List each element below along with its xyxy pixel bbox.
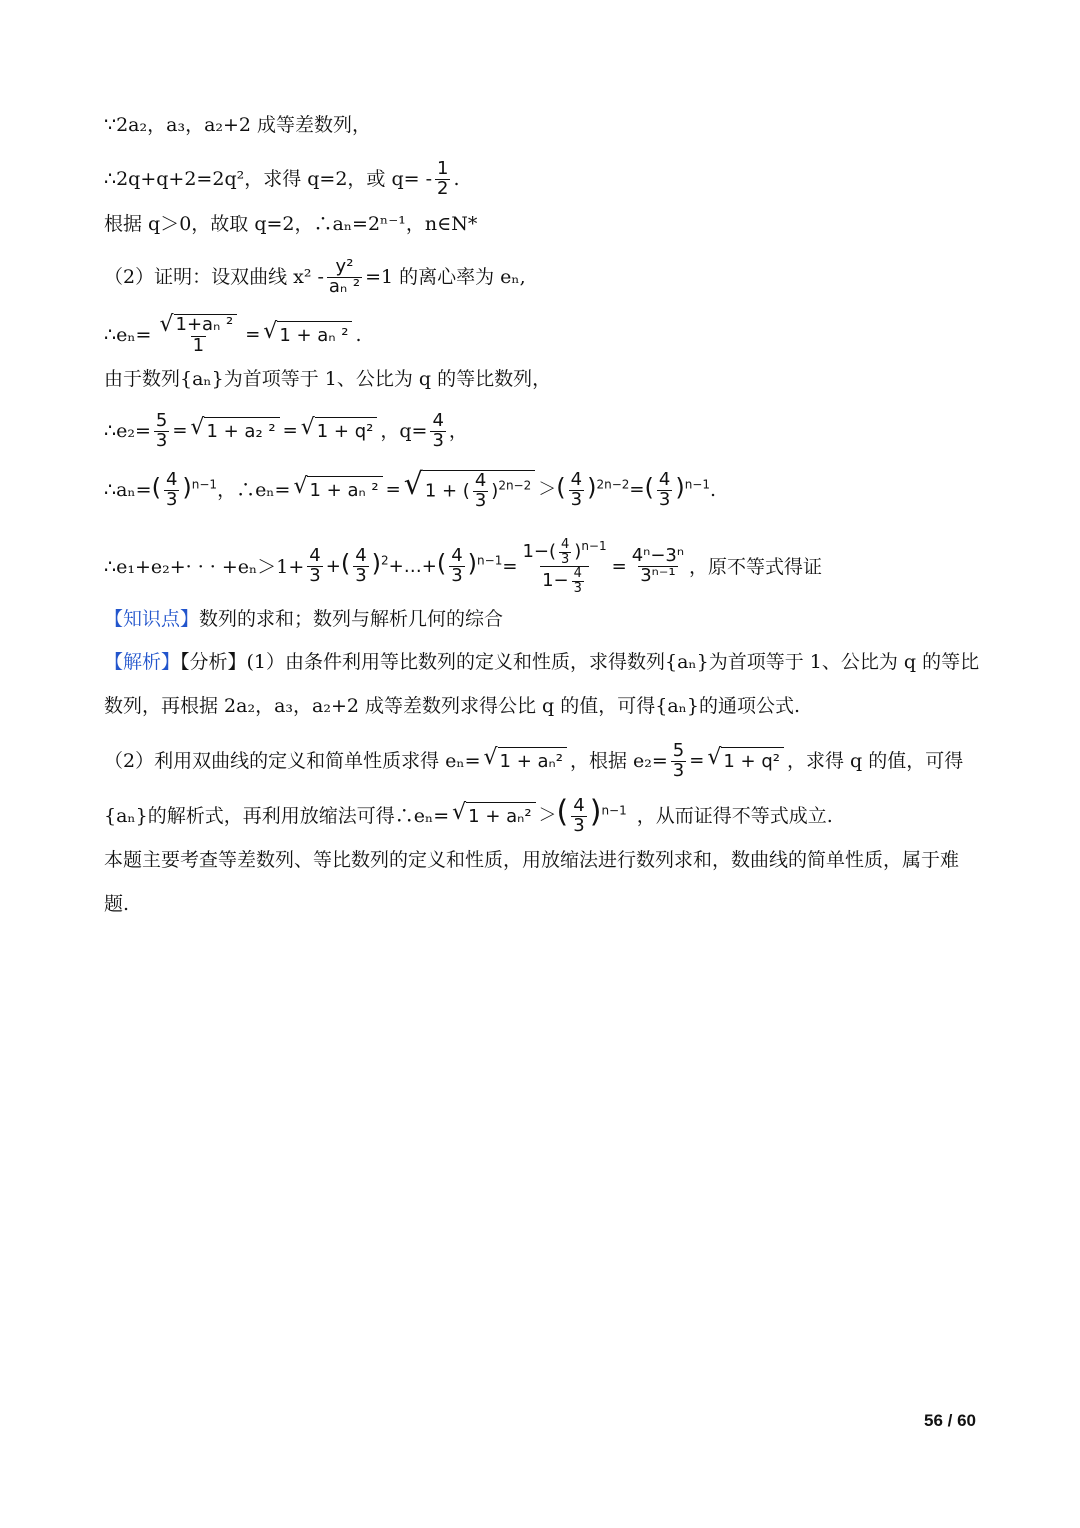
summary-paragraph xyxy=(104,838,984,926)
analysis-paragraph xyxy=(104,640,984,728)
numerator: 4 xyxy=(309,545,321,567)
text: ，根据 e₂= xyxy=(569,750,668,773)
text: +…+ xyxy=(388,555,437,577)
page-number: 56 / 60 xyxy=(924,1411,976,1430)
text: ∵2a₂，a₃，a₂+2 成等差数列， xyxy=(104,114,372,136)
denominator: 3 xyxy=(658,488,671,510)
text: ∴e₂= xyxy=(104,420,151,443)
knowledge-tag: 【知识点】 xyxy=(104,608,200,630)
text: = xyxy=(629,479,645,501)
text: . xyxy=(709,479,717,502)
line-geometric-seq xyxy=(104,366,984,392)
numerator: 4 xyxy=(658,469,671,490)
text: = xyxy=(689,750,705,772)
exponent: n−1 xyxy=(601,803,627,818)
radicand: 1 + aₙ ² xyxy=(277,321,352,349)
numerator: y² xyxy=(335,256,354,277)
fraction xyxy=(435,160,450,199)
sqrt: √ 1 + q² xyxy=(301,417,378,445)
line-hyperbola xyxy=(104,258,984,297)
text: ，求得 q 的值，可得 xyxy=(786,750,964,773)
denominator: 3 xyxy=(561,551,570,567)
text: . xyxy=(453,168,460,191)
sqrt: √ 1 + aₙ ² xyxy=(263,321,352,349)
power-term: ( $\frac{4}{3}$ )$^{n-1}$ xyxy=(436,545,503,587)
text: {aₙ}的解析式，再利用放缩法可得∴eₙ= xyxy=(104,805,450,828)
numerator: 4 xyxy=(432,410,444,431)
fraction xyxy=(154,412,169,451)
exponent: n−1 xyxy=(581,539,607,554)
line-sum-inequality xyxy=(104,538,984,596)
denominator: 3 xyxy=(570,488,583,510)
text: （2）利用双曲线的定义和简单性质求得 eₙ= xyxy=(104,750,481,773)
text: 1−( xyxy=(522,541,556,563)
analysis-tag: 【解析】 xyxy=(104,651,181,673)
numerator: 4ⁿ−3ⁿ xyxy=(631,545,685,567)
numerator: 4 xyxy=(355,545,367,567)
sqrt: √ 1 + aₙ² xyxy=(484,747,567,775)
exponent: n−1 xyxy=(191,477,218,492)
analysis-part2 xyxy=(104,742,984,781)
denominator: 3ⁿ⁻¹ xyxy=(640,565,676,587)
numerator: 1−( $\frac{4}{3}$ )$^{n-1}$ xyxy=(522,537,607,567)
sqrt: √ 1 + aₙ² xyxy=(452,802,535,830)
knowledge-text: 数列的求和；数列与解析几何的综合 xyxy=(199,608,504,630)
fraction xyxy=(307,547,322,586)
exponent: n−1 xyxy=(684,477,710,492)
denominator: 3 xyxy=(451,565,463,587)
text: = xyxy=(385,479,401,501)
numerator: 1 xyxy=(437,158,449,179)
denominator: 1 xyxy=(192,335,205,356)
denominator xyxy=(540,566,589,595)
text: ，原不等式得证 xyxy=(689,555,823,578)
denominator: 3 xyxy=(672,759,685,781)
fraction xyxy=(327,258,362,297)
text: = xyxy=(245,323,261,345)
power-term: ( $\frac{4}{3}$ )$^{2n-2}$ xyxy=(556,469,630,510)
big-fraction xyxy=(520,538,608,596)
denominator: 3 xyxy=(474,489,487,511)
analysis-part3 xyxy=(104,794,984,836)
radicand: 1 + ( $\frac{4}{3}$ )$^{2n-2}$ xyxy=(423,470,535,511)
radicand: 1 + a₂ ² xyxy=(204,417,279,445)
radicand: 1 + aₙ² xyxy=(466,802,535,830)
analysis-text: 【分析】(1）由条件利用等比数列的定义和性质，求得数列{aₙ}为首项等于 1、公比为 q 的等比数列，再根据 2a₂，a₃，a₂+2 成等差数列求得公比 q 的值，可得{aₙ}的通项公式. xyxy=(104,651,980,717)
line-eccentricity xyxy=(104,314,984,356)
line-solve-q xyxy=(104,160,984,199)
denominator: 3 xyxy=(573,580,582,596)
denominator: 3 xyxy=(355,565,367,587)
text: = xyxy=(611,555,627,577)
line-take-q xyxy=(104,211,984,237)
summary-text: 本题主要考查等差数列、等比数列的定义和性质，用放缩法进行数列求和，数曲线的简单性质，属于难题. xyxy=(104,849,960,915)
denominator: 3 xyxy=(155,429,168,451)
radicand: 1 + aₙ ² xyxy=(307,476,382,504)
power-term: ( $\frac{4}{3}$ )$^{n-1}$ xyxy=(644,469,710,510)
numerator: 4 xyxy=(474,470,487,491)
numerator: 4 xyxy=(561,537,570,552)
radicand: 1 + aₙ² xyxy=(498,747,567,775)
denominator: 2 xyxy=(437,177,449,199)
numerator: 4 xyxy=(451,545,463,567)
text: 由于数列{aₙ}为首项等于 1、公比为 q 的等比数列， xyxy=(104,368,552,390)
sqrt: √ 1 + aₙ ² xyxy=(293,476,382,504)
numerator: 4 xyxy=(573,566,582,582)
fraction xyxy=(430,412,445,451)
text: ＞ xyxy=(538,805,557,827)
sqrt: √ 1 + q² xyxy=(707,747,784,775)
text: ∴2q+q+2=2q²，求得 q=2，或 q= - xyxy=(104,168,433,191)
exponent: 2 xyxy=(381,553,389,568)
denominator: 3 xyxy=(432,429,444,451)
text: ∴aₙ= xyxy=(104,479,152,502)
text: ＞ xyxy=(538,479,557,501)
radicand: 1 + q² xyxy=(315,417,378,445)
numerator: 4 xyxy=(573,795,585,816)
text: = xyxy=(502,555,518,577)
text: . xyxy=(355,323,362,346)
sqrt: √ 1 + a₂ ² xyxy=(190,417,279,445)
denominator: 3 xyxy=(573,814,585,836)
fraction xyxy=(671,742,686,781)
numerator: 4 xyxy=(165,469,178,490)
exponent: 2n−2 xyxy=(596,477,630,492)
text: ，从而证得不等式成立. xyxy=(636,805,833,828)
text: + xyxy=(325,555,341,577)
fraction xyxy=(630,547,686,586)
line-an-en xyxy=(104,467,984,511)
numerator: 5 xyxy=(672,740,685,761)
denominator: 3 xyxy=(165,488,178,510)
fraction xyxy=(154,314,242,356)
power-term: ( $\frac{4}{3}$ )$^{n-1}$ xyxy=(151,469,218,510)
radicand: 1 + q² xyxy=(721,747,784,775)
numerator: 5 xyxy=(155,410,168,431)
line-e2 xyxy=(104,412,984,451)
text: （2）证明：设双曲线 x² - xyxy=(104,266,324,289)
text: 根据 q＞0，故取 q=2，∴aₙ=2ⁿ⁻¹，n∈N* xyxy=(104,213,478,235)
text: = xyxy=(282,420,298,442)
sqrt: √ 1 + ( $\frac{4}{3}$ )$^{2n-2}$ xyxy=(404,470,536,511)
line-arith-condition xyxy=(104,112,984,138)
sqrt: √ 1+aₙ ² xyxy=(157,314,239,336)
denominator: 3 xyxy=(309,565,321,587)
denominator: aₙ ² xyxy=(328,275,361,297)
text: ，q= xyxy=(380,420,428,443)
power-term: ( $\frac{4}{3}$ )$^{n-1}$ xyxy=(556,794,627,836)
exponent: 2n−2 xyxy=(498,478,532,493)
text: ∴eₙ= xyxy=(104,323,152,346)
text: ，∴eₙ= xyxy=(217,479,291,502)
knowledge-point xyxy=(104,606,984,632)
power-term: ( $\frac{4}{3}$ )$^2$ xyxy=(340,545,389,587)
text: = xyxy=(172,420,188,442)
exponent: n−1 xyxy=(477,553,503,568)
text: =1 的离心率为 eₙ, xyxy=(365,266,526,289)
text: ∴e₁+e₂+· · · +eₙ＞1+ xyxy=(104,555,305,578)
numerator: 4 xyxy=(570,469,583,490)
text: 1 + ( xyxy=(424,480,470,502)
text: 1− xyxy=(542,570,569,592)
text: ， xyxy=(448,420,468,443)
radicand: 1+aₙ ² xyxy=(174,314,238,336)
